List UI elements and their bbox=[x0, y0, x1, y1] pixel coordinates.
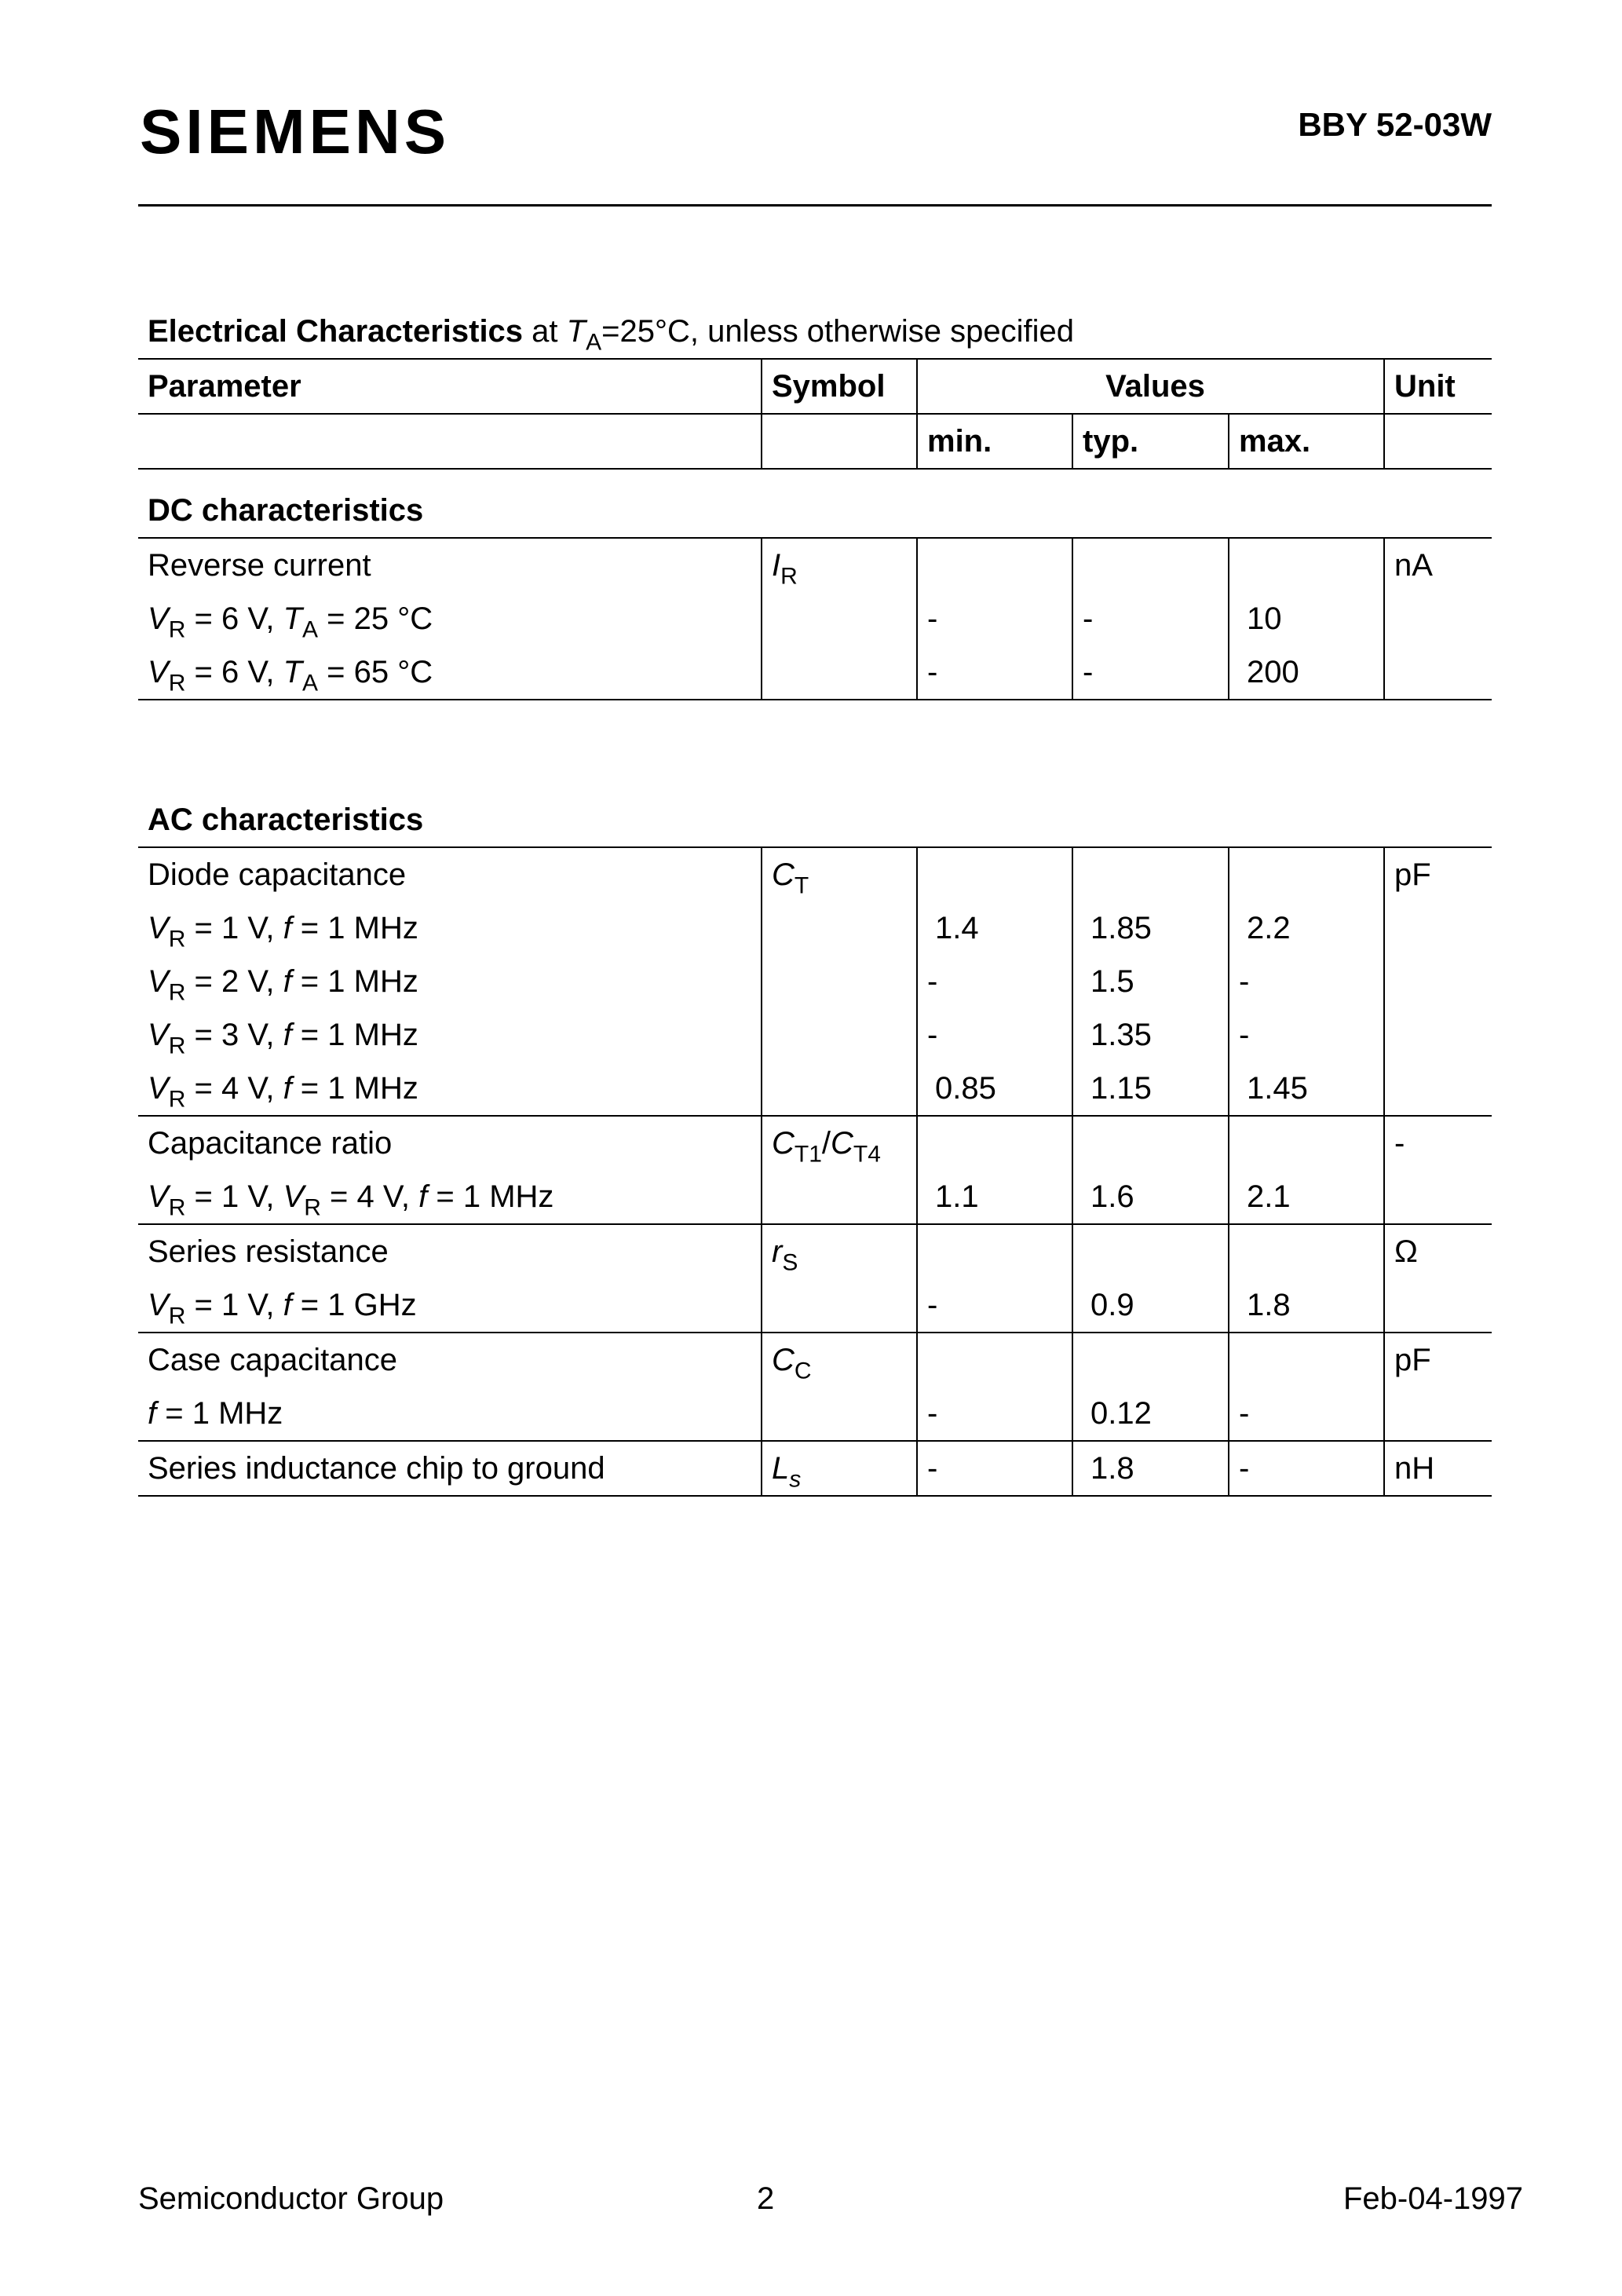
siemens-logo: SIEMENS bbox=[140, 97, 451, 166]
table-row bbox=[138, 955, 1492, 1008]
vr-symbol: V bbox=[148, 1288, 169, 1322]
vr-value: 3 V, bbox=[221, 1018, 275, 1052]
unit-cell: nA bbox=[1384, 538, 1492, 592]
vr-symbol: V bbox=[148, 655, 169, 689]
col-max: max. bbox=[1229, 414, 1384, 469]
vr-symbol: V bbox=[148, 1071, 169, 1106]
param-label: Case capacitance bbox=[148, 1343, 397, 1377]
footer-date: Feb-04-1997 bbox=[1343, 2181, 1523, 2216]
vr-symbol: V bbox=[148, 1018, 169, 1052]
f-value: 1 MHz bbox=[327, 964, 418, 999]
symbol-main: C bbox=[831, 1126, 853, 1161]
typ-cell: 1.6 bbox=[1072, 1170, 1229, 1224]
ac-heading: AC characteristics bbox=[148, 803, 424, 837]
dc-heading: DC characteristics bbox=[148, 493, 424, 528]
max-cell: 1.45 bbox=[1229, 1062, 1384, 1116]
min-cell: - bbox=[917, 645, 1072, 700]
ac-characteristics-table bbox=[138, 793, 1492, 1497]
col-parameter-blank bbox=[138, 414, 762, 469]
min-cell: 1.4 bbox=[917, 901, 1072, 955]
table-row bbox=[138, 1062, 1492, 1116]
condition-cell bbox=[138, 592, 762, 645]
symbol-main: I bbox=[772, 548, 781, 583]
unit-cell: - bbox=[1384, 1116, 1492, 1170]
column-header-table bbox=[138, 358, 1492, 470]
condition-cell bbox=[138, 1278, 762, 1333]
symbol-sub: T4 bbox=[853, 1141, 881, 1168]
condition-cell bbox=[138, 1062, 762, 1116]
table-row bbox=[138, 538, 1492, 592]
max-cell: 2.1 bbox=[1229, 1170, 1384, 1224]
symbol-main: C bbox=[772, 1126, 795, 1161]
dc-characteristics-table bbox=[138, 484, 1492, 700]
vr-symbol: V bbox=[148, 1179, 169, 1214]
vr-value: 4 V, bbox=[356, 1179, 410, 1214]
vr-value: 4 V, bbox=[221, 1071, 275, 1106]
table-row bbox=[138, 1278, 1492, 1333]
typ-cell: 1.8 bbox=[1072, 1441, 1229, 1496]
f-value: 1 MHz bbox=[327, 1018, 418, 1052]
eq: = bbox=[320, 1179, 357, 1214]
vr-sub: R bbox=[168, 926, 186, 952]
table-row bbox=[138, 645, 1492, 700]
col-unit: Unit bbox=[1384, 359, 1492, 414]
vr-sub: R bbox=[168, 1303, 186, 1329]
vr-sub: R bbox=[168, 616, 186, 643]
footer-group: Semiconductor Group bbox=[138, 2181, 444, 2216]
symbol-cell bbox=[762, 847, 917, 901]
vr-symbol: V bbox=[148, 601, 169, 636]
ta-symbol: T bbox=[283, 601, 302, 636]
max-cell: 1.8 bbox=[1229, 1278, 1384, 1333]
typ-cell: 1.15 bbox=[1072, 1062, 1229, 1116]
vr-value: 1 V, bbox=[221, 1288, 275, 1322]
vr-symbol: V bbox=[148, 911, 169, 945]
f-value: 1 MHz bbox=[462, 1179, 554, 1214]
symbol-main: C bbox=[772, 1343, 795, 1377]
unit-cell: pF bbox=[1384, 847, 1492, 901]
param-label: Series inductance chip to ground bbox=[148, 1451, 605, 1486]
min-cell: - bbox=[917, 1387, 1072, 1441]
f-value: 1 MHz bbox=[327, 911, 418, 945]
symbol-cell bbox=[762, 1441, 917, 1496]
eq: = bbox=[185, 1288, 221, 1322]
vr-symbol: V bbox=[283, 1179, 305, 1214]
eq: = bbox=[185, 1179, 221, 1214]
min-cell: - bbox=[917, 955, 1072, 1008]
ta-value: 25 °C bbox=[353, 601, 433, 636]
section-title-bold: Electrical Characteristics bbox=[148, 314, 524, 349]
vr-sub: R bbox=[304, 1194, 321, 1221]
typ-cell: 0.9 bbox=[1072, 1278, 1229, 1333]
unit-cell: Ω bbox=[1384, 1224, 1492, 1278]
f-symbol: f bbox=[418, 1179, 428, 1214]
vr-sub: R bbox=[168, 1194, 186, 1221]
min-cell: 1.1 bbox=[917, 1170, 1072, 1224]
col-unit-blank bbox=[1384, 414, 1492, 469]
vr-sub: R bbox=[168, 670, 186, 696]
unit-cell: pF bbox=[1384, 1333, 1492, 1387]
table-row bbox=[138, 901, 1492, 955]
table-row bbox=[138, 1387, 1492, 1441]
eq: = bbox=[185, 964, 221, 999]
eq: = bbox=[291, 964, 328, 999]
eq: = bbox=[185, 1018, 221, 1052]
condition-cell bbox=[138, 1170, 762, 1224]
typ-cell: - bbox=[1072, 645, 1229, 700]
eq: = bbox=[291, 1018, 328, 1052]
max-cell: 2.2 bbox=[1229, 901, 1384, 955]
min-cell: - bbox=[917, 1441, 1072, 1496]
max-cell: - bbox=[1229, 1008, 1384, 1062]
condition-cell bbox=[138, 1387, 762, 1441]
section-title-symbol: T bbox=[566, 314, 586, 349]
ta-sub: A bbox=[302, 670, 319, 696]
vr-sub: R bbox=[168, 979, 186, 1006]
param-label: Reverse current bbox=[148, 548, 371, 583]
symbol-cell bbox=[762, 538, 917, 592]
symbol-sub: s bbox=[789, 1466, 802, 1493]
min-cell: - bbox=[917, 592, 1072, 645]
vr-value: 1 V, bbox=[221, 911, 275, 945]
section-title-rest: =25°C, unless otherwise specified bbox=[601, 314, 1074, 349]
symbol-sub: R bbox=[780, 563, 798, 590]
symbol-sub: C bbox=[794, 1358, 812, 1384]
typ-cell: - bbox=[1072, 592, 1229, 645]
max-cell: 10 bbox=[1229, 592, 1384, 645]
header-divider bbox=[138, 204, 1492, 207]
symbol-main: r bbox=[772, 1234, 783, 1269]
symbol-cell bbox=[762, 1333, 917, 1387]
f-symbol: f bbox=[148, 1396, 157, 1431]
vr-symbol: V bbox=[148, 964, 169, 999]
f-value: 1 MHz bbox=[327, 1071, 418, 1106]
vr-value: 6 V, bbox=[221, 655, 275, 689]
max-cell: 200 bbox=[1229, 645, 1384, 700]
param-label: Series resistance bbox=[148, 1234, 389, 1269]
table-row bbox=[138, 1333, 1492, 1387]
footer-page-number: 2 bbox=[757, 2181, 775, 2216]
f-symbol: f bbox=[283, 964, 292, 999]
typ-cell: 1.85 bbox=[1072, 901, 1229, 955]
f-symbol: f bbox=[283, 1288, 292, 1322]
symbol-slash: / bbox=[821, 1126, 831, 1161]
eq: = bbox=[318, 655, 354, 689]
f-symbol: f bbox=[283, 911, 292, 945]
section-title-at: at bbox=[532, 314, 558, 349]
symbol-sub: T bbox=[794, 872, 809, 899]
max-cell: - bbox=[1229, 1441, 1384, 1496]
eq: = bbox=[185, 911, 221, 945]
table-row bbox=[138, 1441, 1492, 1496]
param-label: Diode capacitance bbox=[148, 857, 407, 892]
eq: = bbox=[318, 601, 354, 636]
eq: = bbox=[427, 1179, 463, 1214]
min-cell: 0.85 bbox=[917, 1062, 1072, 1116]
condition-cell bbox=[138, 955, 762, 1008]
table-row bbox=[138, 1224, 1492, 1278]
eq: = bbox=[185, 655, 221, 689]
table-row bbox=[138, 1170, 1492, 1224]
eq: = bbox=[185, 1071, 221, 1106]
f-value: 1 GHz bbox=[327, 1288, 417, 1322]
typ-cell: 0.12 bbox=[1072, 1387, 1229, 1441]
table-row bbox=[138, 847, 1492, 901]
f-symbol: f bbox=[283, 1071, 292, 1106]
min-cell: - bbox=[917, 1278, 1072, 1333]
ta-sub: A bbox=[302, 616, 319, 643]
max-cell: - bbox=[1229, 955, 1384, 1008]
typ-cell: 1.35 bbox=[1072, 1008, 1229, 1062]
part-number: BBY 52-03W bbox=[1298, 106, 1492, 143]
condition-cell bbox=[138, 1008, 762, 1062]
section-title bbox=[148, 314, 1074, 356]
col-parameter: Parameter bbox=[148, 369, 301, 404]
eq: = bbox=[185, 601, 221, 636]
vr-value: 6 V, bbox=[221, 601, 275, 636]
eq: = bbox=[156, 1396, 192, 1431]
symbol-cell bbox=[762, 1224, 917, 1278]
symbol-sub: T1 bbox=[794, 1141, 822, 1168]
table-row bbox=[138, 1116, 1492, 1170]
table-row bbox=[138, 1008, 1492, 1062]
f-symbol: f bbox=[283, 1018, 292, 1052]
section-title-sub: A bbox=[586, 329, 602, 356]
symbol-main: L bbox=[772, 1451, 790, 1486]
symbol-main: C bbox=[772, 857, 795, 892]
col-values: Values bbox=[917, 359, 1384, 414]
ta-value: 65 °C bbox=[353, 655, 433, 689]
f-value: 1 MHz bbox=[192, 1396, 283, 1431]
ta-symbol: T bbox=[283, 655, 302, 689]
col-symbol: Symbol bbox=[762, 359, 917, 414]
vr-sub: R bbox=[168, 1086, 186, 1113]
col-typ: typ. bbox=[1072, 414, 1229, 469]
symbol-sub: S bbox=[782, 1249, 798, 1276]
typ-cell: 1.5 bbox=[1072, 955, 1229, 1008]
eq: = bbox=[291, 1071, 328, 1106]
symbol-cell bbox=[762, 1116, 917, 1170]
max-cell: - bbox=[1229, 1387, 1384, 1441]
vr-value: 1 V, bbox=[221, 1179, 275, 1214]
vr-sub: R bbox=[168, 1033, 186, 1059]
col-symbol-blank bbox=[762, 414, 917, 469]
col-min: min. bbox=[917, 414, 1072, 469]
unit-cell: nH bbox=[1384, 1441, 1492, 1496]
table-row bbox=[138, 592, 1492, 645]
min-cell: - bbox=[917, 1008, 1072, 1062]
eq: = bbox=[291, 1288, 328, 1322]
condition-cell bbox=[138, 901, 762, 955]
param-label: Capacitance ratio bbox=[148, 1126, 393, 1161]
condition-cell bbox=[138, 645, 762, 700]
eq: = bbox=[291, 911, 328, 945]
vr-value: 2 V, bbox=[221, 964, 275, 999]
